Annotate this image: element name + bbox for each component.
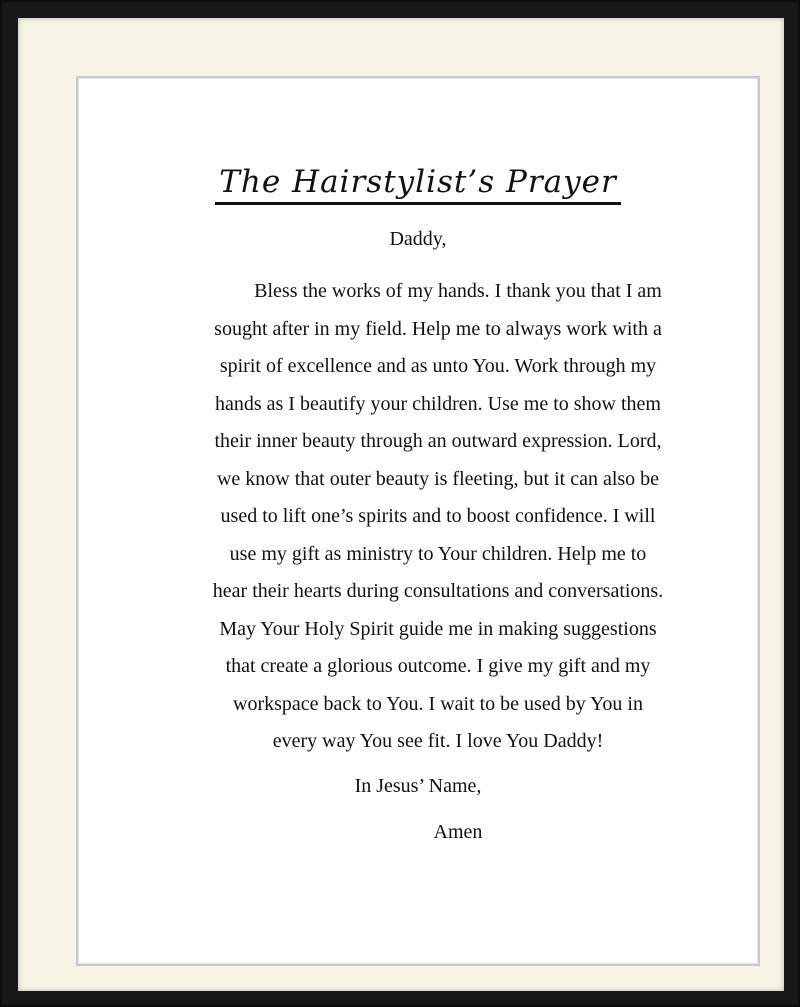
prayer-line: their inner beauty through an outward expression. Lord, <box>214 430 662 452</box>
prayer-body <box>188 273 688 761</box>
prayer-line: Bless the works of my hands. I thank you that I am <box>254 280 662 302</box>
prayer-line: that create a glorious outcome. I give my gift and my <box>225 655 651 677</box>
prayer-title: The Hairstylist’s Prayer <box>215 164 621 205</box>
closing-line: In Jesus’ Name, <box>354 775 482 797</box>
prayer-line: sought after in my field. Help me to always work with a <box>214 317 662 340</box>
prayer-line: hear their hearts during consultations and conversations. <box>212 580 664 602</box>
frame-mat <box>18 18 784 991</box>
prayer-line: used to lift one’s spirits and to boost confidence. I will <box>220 505 656 527</box>
title-block <box>78 164 758 205</box>
prayer-line: hands as I beautify your children. Use me to show them <box>214 392 661 415</box>
prayer-line: workspace back to You. I wait to be used by You in <box>233 692 643 715</box>
prayer-line: we know that outer beauty is fleeting, but it can also be <box>216 467 660 490</box>
prayer-line: spirit of excellence and as unto You. Work through my <box>219 355 657 377</box>
signoff: Amen <box>433 821 483 843</box>
prayer-paper <box>76 76 760 966</box>
prayer-line: use my gift as ministry to Your children. Help me to <box>229 542 647 565</box>
prayer-line: May Your Holy Spirit guide me in making suggestions <box>219 617 657 640</box>
prayer-line: every way You see fit. I love You Daddy! <box>272 730 604 752</box>
salutation: Daddy, <box>389 228 447 250</box>
